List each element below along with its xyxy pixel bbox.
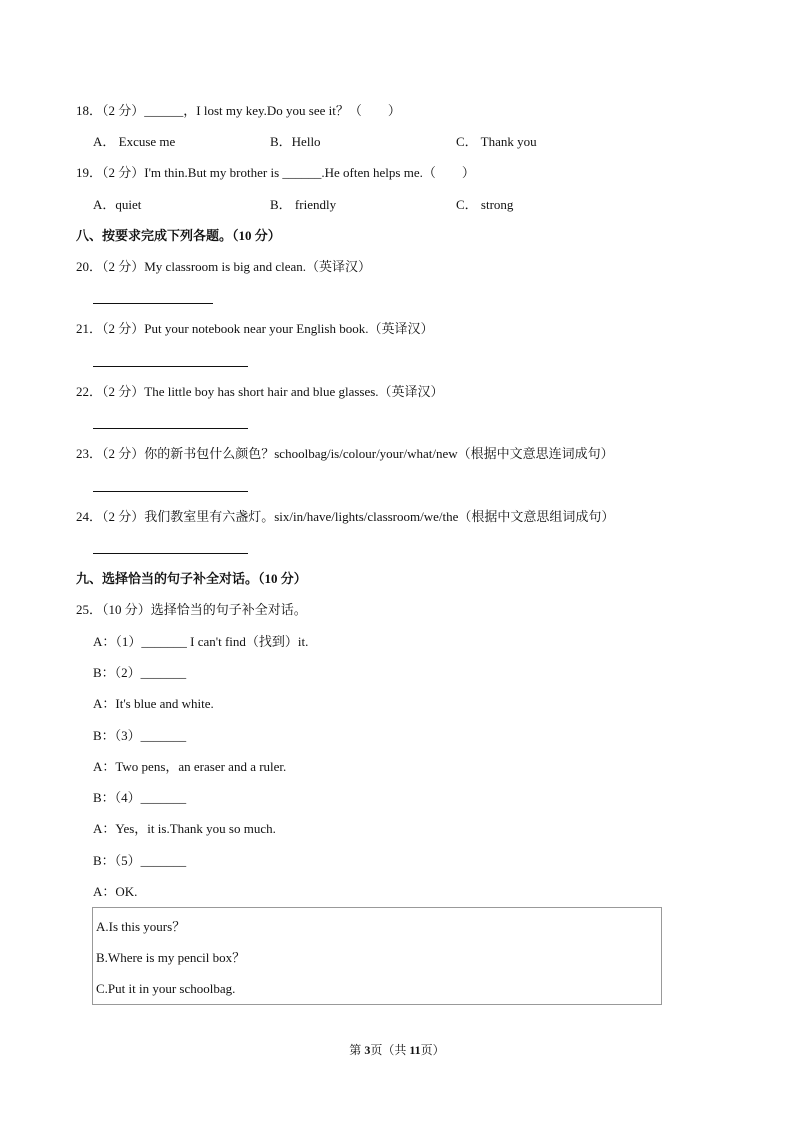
fill-blank: _______: [140, 790, 187, 805]
page-total: 11: [409, 1043, 421, 1057]
question-24: 24．（2 分）我们教室里有六盏灯。six/in/have/lights/classroom/we/the（根据中文意思组词成句）: [76, 509, 615, 524]
section-heading-8: 八、按要求完成下列各题。（10 分）: [76, 228, 281, 243]
dialogue-line: [93, 883, 137, 901]
fill-blank: _______: [141, 634, 187, 649]
dialogue-line: [93, 727, 186, 745]
question-19: [76, 164, 475, 182]
dialogue-prefix: A：（1）: [93, 634, 142, 649]
dialogue-prefix: A：It's blue and white.: [93, 696, 214, 711]
footer-text: 页）: [420, 1043, 445, 1057]
fill-blank: _______: [140, 665, 187, 680]
option-c: C． Thank you: [456, 134, 537, 149]
section-heading-9: 九、选择恰当的句子补全对话。（10 分）: [76, 571, 307, 586]
choice-b: B.Where is my pencil box？: [96, 950, 246, 965]
dialogue-line: [93, 633, 308, 651]
answer-line: [93, 303, 213, 304]
dialogue-prefix: B：（2）: [93, 665, 141, 680]
dialogue-text: I can't find（找到）it.: [186, 634, 309, 649]
question-22: 22．（2 分）The little boy has short hair and blue glasses.（英译汉）: [76, 384, 444, 399]
option-b: B． friendly: [270, 197, 337, 212]
option-c: C． strong: [456, 197, 514, 212]
question-18: [76, 102, 401, 120]
option-a: A． Excuse me: [93, 134, 176, 149]
dialogue-line: [93, 789, 186, 807]
answer-line: [93, 553, 248, 554]
answer-line: [93, 428, 248, 429]
question-text: ，I lost my key.Do you see it？（ ）: [183, 103, 401, 118]
dialogue-line: [93, 820, 276, 838]
fill-blank: _______: [140, 728, 187, 743]
option-a: A．quiet: [93, 197, 142, 212]
dialogue-prefix: B：（5）: [93, 853, 141, 868]
footer-text: 页（共: [370, 1043, 410, 1057]
question-23: 23．（2 分）你的新书包什么颜色？schoolbag/is/colour/your/what/new（根据中文意思连词成句）: [76, 446, 614, 461]
fill-blank: _______: [140, 853, 187, 868]
dialogue-prefix: A：OK.: [93, 884, 138, 899]
dialogue-prefix: B：（3）: [93, 728, 141, 743]
fill-blank: ______: [144, 103, 184, 118]
answer-line: [93, 366, 248, 367]
question-text: .He often helps me.（ ）: [321, 165, 475, 180]
dialogue-line: [93, 664, 186, 682]
dialogue-prefix: B：（4）: [93, 790, 141, 805]
page-footer: [0, 1041, 794, 1059]
question-25: 25．（10 分）选择恰当的句子补全对话。: [76, 602, 307, 617]
question-number: 18．（2 分）: [76, 103, 145, 118]
choice-a: A.Is this yours？: [96, 919, 186, 934]
question-20: 20．（2 分）My classroom is big and clean.（英译汉）: [76, 259, 371, 274]
dialogue-prefix: A：Two pens，an eraser and a ruler.: [93, 759, 287, 774]
dialogue-line: [93, 695, 214, 713]
dialogue-line: [93, 852, 186, 870]
question-number: 19．（2 分）: [76, 165, 145, 180]
footer-text: 第: [349, 1043, 365, 1057]
page-number: 3: [364, 1043, 371, 1057]
choices-box: [92, 907, 662, 1005]
question-text: I'm thin.But my brother is: [144, 165, 283, 180]
dialogue-prefix: A：Yes，it is.Thank you so much.: [93, 821, 276, 836]
dialogue-line: [93, 758, 286, 776]
fill-blank: ______: [282, 165, 322, 180]
choice-c: C.Put it in your schoolbag.: [96, 981, 236, 996]
question-21: 21．（2 分）Put your notebook near your English book.（英译汉）: [76, 321, 434, 336]
answer-line: [93, 491, 248, 492]
option-b: B．Hello: [270, 134, 321, 149]
